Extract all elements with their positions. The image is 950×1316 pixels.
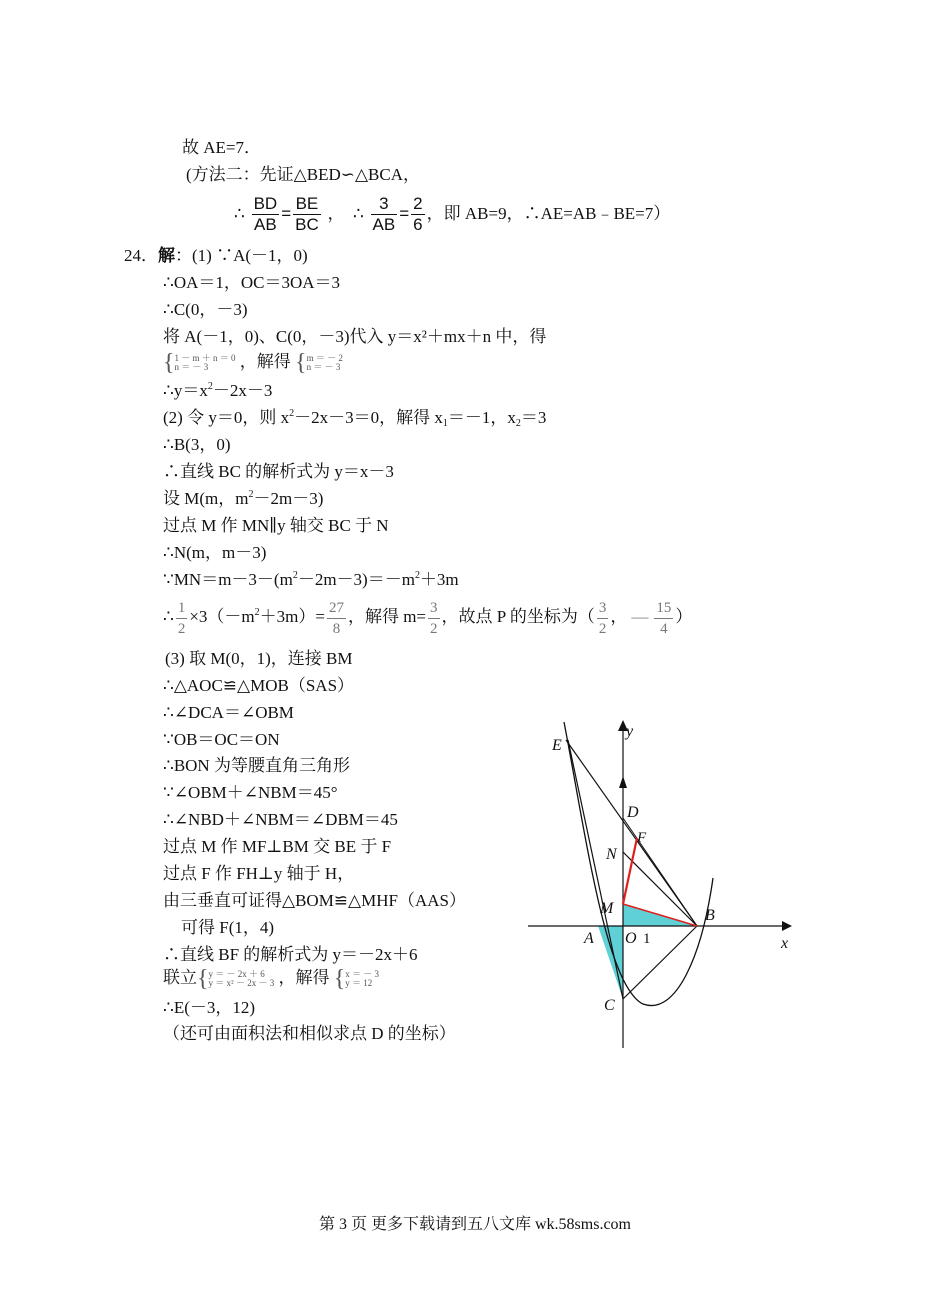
brace: { [197,966,209,993]
math-text: = [281,204,292,223]
math-line [234,192,670,236]
fraction-bd-ab: $\frac{BD}{AB}$ [253,194,278,235]
text-line: (2) 令 y＝0，则 $x^2-2x-3=0$，解得 $x_1=-1$，$x_2=3$ [163,408,547,429]
page-footer: 第 3 页 更多下载请到五八文库 wk.58sms.com [318,1216,631,1233]
equation-system: m ＝ － 2 n ＝ － 3 [306,353,343,373]
equation-system: x ＝ － 3 y ＝ 12 [345,969,380,989]
math-text: = [399,204,410,223]
text-line: ∴直线 BC 的解析式为 y＝x－3 [163,462,394,481]
text-line: ∴C(0，－3) [163,300,248,319]
label-e: E [552,737,562,754]
fraction-3-ab: $\frac{3}{AB}$ [372,194,396,235]
text-line: 设 M(m，$m^2-2m-3$) [163,489,324,508]
label-f: F [637,830,647,846]
text-line: ∵∠OBM＋∠NBM＝45° [163,783,338,802]
system-line [163,350,343,377]
parabola-diagram [526,716,798,1052]
label-m: M [600,900,614,917]
text: ，解得 [239,352,291,371]
math-text: ， ∴ [327,204,364,223]
question-24-head [124,245,308,267]
label-y: y [626,723,634,740]
label-c: C [604,997,615,1014]
fraction-1-2: $\frac{1}{2}$ [177,599,186,637]
fraction-3-2: $\frac{3}{2}$ [430,599,438,637]
text-line: ∴N(m，m－3) [163,543,267,562]
label-n: N [606,846,617,863]
brace: { [333,966,346,993]
text-line: 将 A(－1，0)、C(0，－3)代入 y＝x²＋mx＋n 中，得 [163,327,547,346]
text-line: ∴△AOC≌△MOB（SAS） [163,676,355,695]
text-line: ∴E(－3，12) [163,998,256,1017]
text-line: 由三垂直可证得△BOM≌△MHF（AAS） [163,891,466,910]
line-ac [568,740,623,999]
fraction-2-6: $\frac{2}{6}$ [413,194,423,235]
line-mf [623,838,637,904]
text-line: $\because MN=m-3-(m^2-2m-3)=-m^2+3m$ [163,570,459,589]
parabola-curve [564,722,713,1006]
fraction-15-4: $\frac{15}{4}$ [656,599,672,637]
label-a: A [584,930,594,947]
equation-system: 1 － m ＋ n ＝ 0 n ＝ － 3 [174,353,236,373]
text-line: ∴直线 BF 的解析式为 y＝－2x＋6 [163,945,418,964]
text-line: 故 AE=7． [182,138,261,157]
text-line: 过点 M 作 MN∥y 轴交 BC 于 N [163,516,389,535]
fraction-be-bc: $\frac{BE}{BC}$ [295,194,319,235]
shaded-region-aoc [598,926,623,999]
x-axis-arrow [782,921,792,931]
text-line: ∴ $\frac{1}{2}$ $\times 3(-m^2+3m)=$ $\frac{27}{8}$ ，解得 m= $\frac{3}{2}$ ，故点 P 的坐标为（ $\frac{3}{2}$ ， — $\frac{15}{4}$ ） [163,599,693,637]
label-b: B [705,907,715,924]
y-axis-arrow-mid [619,776,627,788]
text-line: ∴∠NBD＋∠NBM＝∠DBM＝45 [163,810,398,829]
fraction-27-8: $\frac{27}{8}$ [328,599,344,637]
equation-system: y ＝ － 2x ＋ 6 y ＝ x² － 2x － 3 [208,969,275,989]
text-line: ∴B(3，0) [163,435,231,454]
text-line: （还可由面积法和相似求点 D 的坐标） [163,1024,456,1043]
math-text: ∴ [234,204,245,223]
text-line: ∴∠DCA＝∠OBM [163,703,294,722]
math-text: ，即 AB=9，∴AE=AB﹣BE=7） [426,204,671,223]
brace: { [163,350,175,377]
fraction-3-2-b: $\frac{3}{2}$ [598,599,607,637]
text-line: ∴OA＝1，OC＝3OA＝3 [163,273,341,292]
text-line: (3) 取 M(0，1)，连接 BM [165,649,353,668]
text-line: $\therefore y=x^2-2x-3$ [163,381,273,400]
text: ：(1) ∵A(－1，0) [175,246,308,265]
text-line: ∴BON 为等腰直角三角形 [163,756,350,775]
text-line: (方法二：先证△BED∽△BCA， [186,165,421,184]
question-number: 24． [124,246,158,265]
label-d: D [627,804,639,821]
system-line: 联立{ y ＝ － 2x ＋ 6 y ＝ x² － 2x － 3 ，解得 { x ＝ － 3 y ＝ 12 [163,966,380,993]
solution-label: 解 [158,246,175,265]
text-line: 过点 F 作 FH⊥y 轴于 H， [163,864,355,883]
text-line: ∵OB＝OC＝ON [163,730,280,749]
text-line: 过点 M 作 MF⊥BM 交 BE 于 F [163,837,392,856]
brace: { [295,350,307,377]
label-x: x [781,935,789,952]
label-o: O [625,930,637,947]
label-one: 1 [643,931,651,947]
text-line: 可得 F(1，4) [181,918,275,937]
